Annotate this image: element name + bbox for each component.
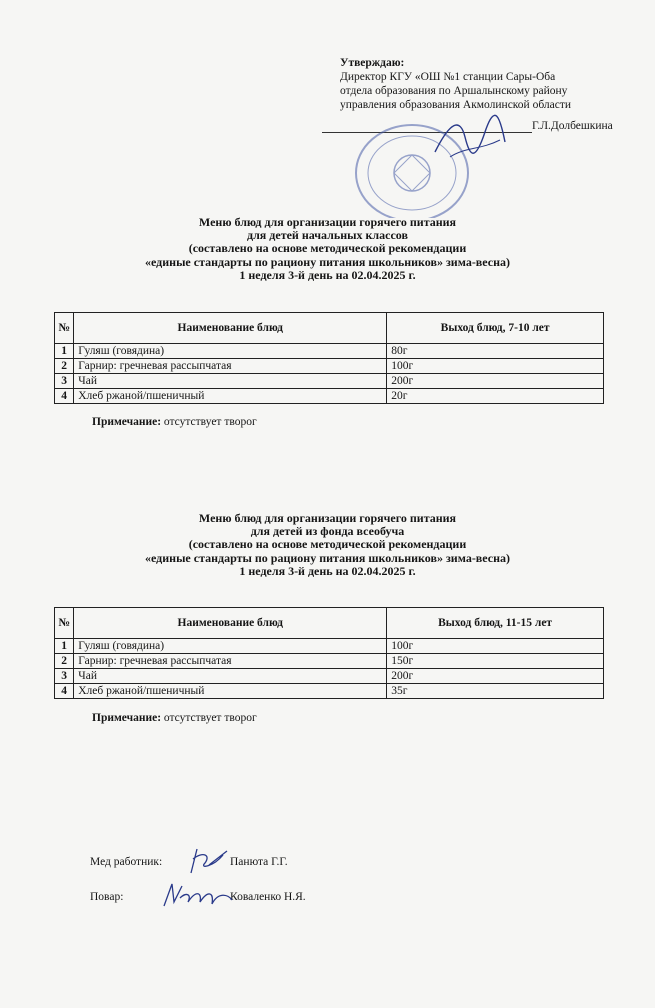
- dish-name: Хлеб ржаной/пшеничный: [74, 389, 387, 404]
- dish-name: Гуляш (говядина): [74, 639, 387, 654]
- heading-line: (составлено на основе методической рекомендации: [188, 537, 467, 552]
- table-row: [55, 669, 604, 684]
- approval-line: Директор КГУ «ОШ №1 станции Сары-Оба: [340, 71, 556, 83]
- cook-signature-icon: [158, 880, 236, 912]
- heading-line: «единые стандарты по рациону питания школьников» зима-весна): [145, 550, 510, 565]
- heading-line: 1 неделя 3-й день на 02.04.2025 г.: [239, 563, 416, 578]
- approval-line: отдела образования по Аршалынскому району: [340, 85, 568, 97]
- dish-name: Хлеб ржаной/пшеничный: [74, 684, 387, 699]
- row-number: 4: [55, 684, 74, 699]
- column-header: Наименование блюд: [74, 313, 387, 344]
- staff-name: Коваленко Н.Я.: [230, 891, 306, 903]
- portion-output: 35г: [387, 684, 604, 699]
- menu-heading: [0, 216, 655, 282]
- column-header: Выход блюд, 7-10 лет: [387, 313, 604, 344]
- dish-name: Чай: [74, 669, 387, 684]
- row-number: 4: [55, 389, 74, 404]
- portion-output: 80г: [387, 344, 604, 359]
- row-number: 1: [55, 344, 74, 359]
- medical-signature-icon: [183, 845, 233, 877]
- portion-output: 100г: [387, 639, 604, 654]
- column-header: Выход блюд, 11-15 лет: [387, 608, 604, 639]
- staff-cook: [90, 891, 306, 903]
- dish-name: Гуляш (говядина): [74, 344, 387, 359]
- row-number: 3: [55, 669, 74, 684]
- row-number: 1: [55, 639, 74, 654]
- row-number: 3: [55, 374, 74, 389]
- approval-title: Утверждаю:: [340, 57, 405, 69]
- staff-role: Мед работник:: [90, 856, 163, 868]
- dish-name: Гарнир: гречневая рассыпчатая: [74, 654, 387, 669]
- heading-line: Меню блюд для организации горячего питания: [198, 215, 457, 229]
- portion-output: 200г: [387, 374, 604, 389]
- menu-note: [92, 712, 257, 724]
- staff-name: Панюта Г.Г.: [230, 856, 288, 868]
- heading-line: для детей из фонда всеобуча: [250, 524, 405, 539]
- heading-line: 1 неделя 3-й день на 02.04.2025 г.: [239, 267, 416, 282]
- table-row: [55, 374, 604, 389]
- row-number: 2: [55, 359, 74, 374]
- column-header: №: [55, 313, 74, 344]
- heading-line: «единые стандарты по рациону питания школьников» зима-весна): [145, 254, 510, 269]
- menu-heading: [0, 512, 655, 578]
- approval-block: [340, 56, 640, 112]
- approval-signer: Г.Л.Долбешкина: [532, 120, 613, 132]
- row-number: 2: [55, 654, 74, 669]
- column-header: Наименование блюд: [74, 608, 387, 639]
- table-row: [55, 639, 604, 654]
- table-row: [55, 389, 604, 404]
- note-label: Примечание:: [92, 712, 162, 724]
- portion-output: 100г: [387, 359, 604, 374]
- dish-name: Чай: [74, 374, 387, 389]
- heading-line: (составлено на основе методической рекомендации: [188, 241, 467, 256]
- heading-line: для детей начальных классов: [247, 228, 408, 243]
- note-label: Примечание:: [92, 416, 162, 428]
- note-text: отсутствует творог: [163, 416, 257, 428]
- menu-table: [54, 312, 604, 404]
- portion-output: 150г: [387, 654, 604, 669]
- menu-note: [92, 416, 257, 428]
- staff-role: Повар:: [90, 891, 124, 903]
- note-text: отсутствует творог: [163, 712, 257, 724]
- table-row: [55, 654, 604, 669]
- column-header: №: [55, 608, 74, 639]
- portion-output: 20г: [387, 389, 604, 404]
- approval-line: управления образования Акмолинской области: [340, 99, 572, 111]
- table-row: [55, 359, 604, 374]
- table-row: [55, 344, 604, 359]
- dish-name: Гарнир: гречневая рассыпчатая: [74, 359, 387, 374]
- portion-output: 200г: [387, 669, 604, 684]
- table-row: [55, 684, 604, 699]
- staff-medical: [90, 856, 288, 868]
- director-signature-icon: [430, 112, 510, 167]
- heading-line: Меню блюд для организации горячего питания: [198, 511, 457, 525]
- menu-table: [54, 607, 604, 699]
